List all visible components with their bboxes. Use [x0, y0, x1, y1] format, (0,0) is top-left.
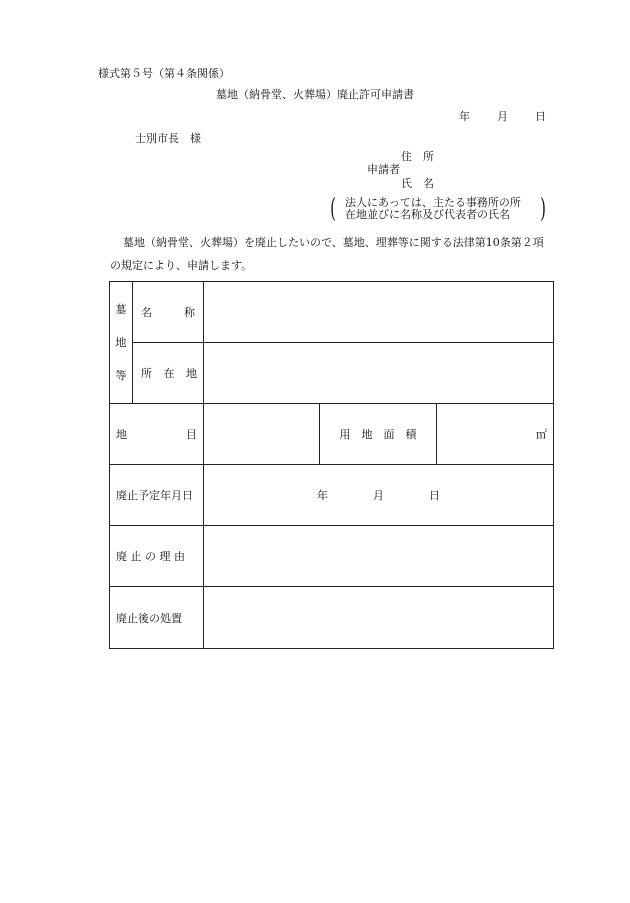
name-label-char-b: 称 — [184, 306, 195, 319]
abolish-reason-label: 廃 止 の 理 由 — [110, 526, 204, 587]
abolish-date-label: 廃止予定年月日 — [110, 465, 204, 526]
abolish-year-label: 年 — [317, 489, 328, 502]
right-bracket: ) — [540, 194, 546, 224]
abolish-month-label: 月 — [373, 489, 384, 502]
location-char-c: 地 — [186, 367, 197, 380]
group-char-2: 地 — [115, 336, 127, 349]
location-field-label — [133, 343, 204, 404]
form-number: 様式第５号（第４条関係） — [98, 67, 230, 80]
corporate-note-line1: 法人にあっては、主たる事務所の所 — [345, 196, 521, 209]
name-label-char-a: 名 — [141, 306, 152, 319]
corporate-note-line2: 在地並びに名称及び代表者の氏名 — [345, 208, 510, 221]
date-month-label: 月 — [497, 110, 508, 123]
table-row — [110, 404, 554, 465]
cemetery-group-label — [110, 282, 133, 404]
chimoku-char-a: 地 — [116, 428, 127, 441]
chimoku-char-b: 目 — [186, 428, 197, 441]
date-line — [459, 110, 546, 124]
group-char-1: 墓 — [115, 303, 127, 316]
table-row — [110, 526, 554, 587]
land-category-label — [110, 404, 204, 465]
date-day-label: 日 — [535, 110, 546, 123]
abolish-date-input[interactable] — [204, 465, 554, 526]
document-title: 墓地（納骨堂、火葬場）廃止許可申請書 — [216, 88, 414, 101]
address-label: 住 所 — [401, 150, 434, 163]
table-row — [110, 587, 554, 649]
location-char-b: 在 — [163, 367, 175, 380]
corporate-note-text — [345, 197, 521, 221]
addressee: 士別市長 様 — [135, 132, 201, 145]
post-abolition-input[interactable] — [204, 587, 554, 649]
table-row — [110, 465, 554, 526]
group-char-3: 等 — [115, 369, 127, 382]
table-row — [110, 282, 554, 343]
table-row — [110, 343, 554, 404]
post-abolition-label: 廃止後の処置 — [110, 587, 204, 649]
location-char-a: 所 — [141, 367, 152, 380]
statement-line2: の規定により、申請します。 — [110, 259, 253, 272]
left-bracket: ( — [330, 194, 336, 224]
cemetery-name-input[interactable] — [204, 282, 554, 343]
land-category-input[interactable] — [204, 404, 320, 465]
abolish-day-label: 日 — [429, 489, 440, 502]
site-area-label: 用 地 面 積 — [320, 404, 437, 465]
abolish-reason-input[interactable] — [204, 526, 554, 587]
name-field-label — [133, 282, 204, 343]
statement-line1: 墓地（納骨堂、火葬場）を廃止したいので、墓地、埋葬等に関する法律第10条第２項 — [123, 236, 544, 249]
name-label: 氏 名 — [401, 177, 434, 190]
cemetery-location-input[interactable] — [204, 343, 554, 404]
date-year-label: 年 — [459, 110, 470, 123]
application-table — [109, 281, 554, 649]
site-area-input[interactable] — [437, 404, 554, 465]
applicant-label: 申請者 — [367, 163, 400, 176]
area-unit: ㎡ — [536, 428, 548, 441]
